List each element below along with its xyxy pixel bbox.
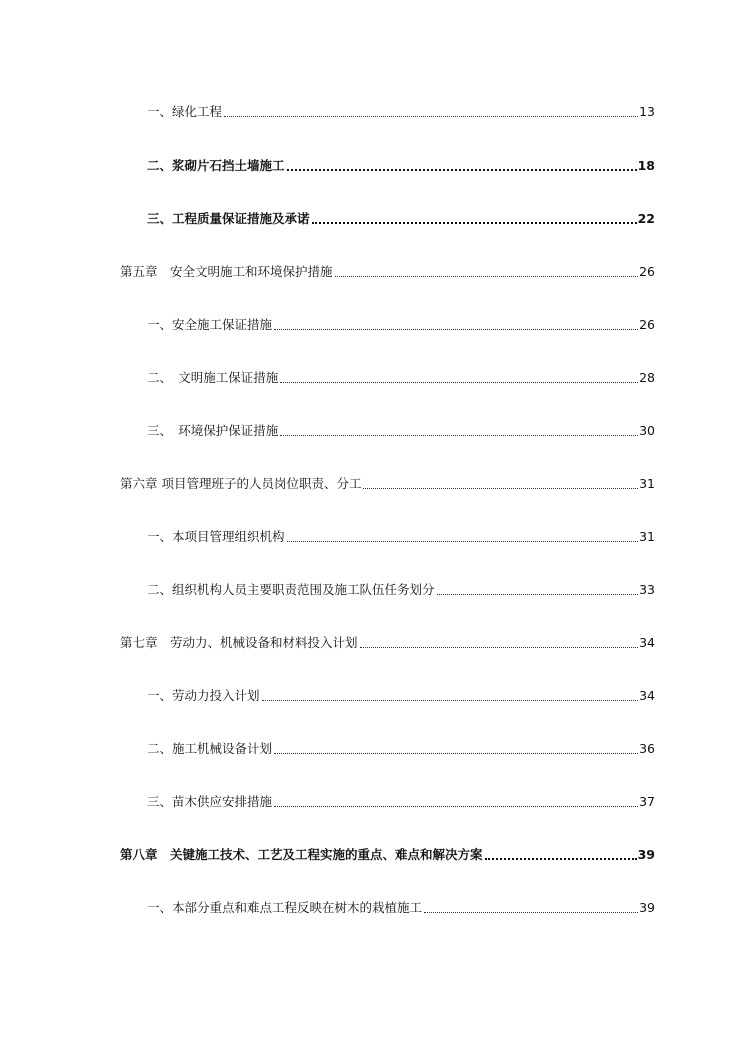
dot-leader	[287, 541, 639, 542]
toc-entry-title: 二、浆砌片石挡土墙施工	[147, 158, 285, 173]
toc-entry-page: 28	[639, 370, 655, 385]
dot-leader	[274, 806, 638, 807]
dot-leader	[363, 488, 638, 489]
toc-entry-title: 第八章 关键施工技术、工艺及工程实施的重点、难点和解决方案	[120, 847, 483, 862]
toc-entry-org-structure[interactable]	[147, 525, 655, 545]
toc-entry-title: 二、 文明施工保证措施	[147, 370, 279, 385]
toc-entry-page: 39	[639, 900, 655, 915]
toc-entry-labor-plan[interactable]	[147, 684, 655, 704]
toc-entry-title: 一、本部分重点和难点工程反映在树木的栽植施工	[147, 900, 423, 915]
toc-entry-quality-assurance[interactable]	[147, 207, 655, 227]
toc-entry-chapter-8[interactable]	[120, 843, 655, 863]
toc-entry-title: 二、施工机械设备计划	[147, 741, 273, 756]
toc-entry-title: 一、安全施工保证措施	[147, 317, 273, 332]
toc-entry-page: 30	[639, 423, 655, 438]
dot-leader	[424, 912, 638, 913]
dot-leader	[274, 753, 638, 754]
toc-entry-page: 34	[639, 688, 655, 703]
toc-entry-title: 第六章 项目管理班子的人员岗位职责、分工	[120, 476, 362, 491]
toc-entry-tree-planting[interactable]	[147, 896, 655, 916]
toc-entry-page: 31	[639, 529, 655, 544]
toc-entry-title: 三、苗木供应安排措施	[147, 794, 273, 809]
toc-entry-page: 26	[639, 317, 655, 332]
toc-entry-page: 13	[639, 104, 655, 119]
toc-entry-title: 第五章 安全文明施工和环境保护措施	[120, 264, 333, 279]
dot-leader	[360, 647, 639, 648]
toc-entry-safety-measures[interactable]	[147, 313, 655, 333]
toc-entry-page: 33	[639, 582, 655, 597]
toc-entry-title: 二、组织机构人员主要职责范围及施工队伍任务划分	[147, 582, 435, 597]
toc-entry-page: 34	[639, 635, 655, 650]
toc-entry-chapter-5[interactable]	[120, 260, 655, 280]
toc-entry-page: 26	[639, 264, 655, 279]
dot-leader	[485, 858, 637, 860]
toc-entry-machinery-plan[interactable]	[147, 737, 655, 757]
toc-entry-chapter-6[interactable]	[120, 472, 655, 492]
toc-entry-civilized-construction[interactable]	[147, 366, 655, 386]
dot-leader	[274, 329, 638, 330]
dot-leader	[262, 700, 639, 701]
toc-entry-title: 一、绿化工程	[147, 104, 223, 119]
toc-entry-retaining-wall[interactable]	[147, 154, 655, 174]
toc-entry-greening-works[interactable]	[147, 100, 655, 120]
toc-entry-responsibilities[interactable]	[147, 578, 655, 598]
dot-leader	[224, 116, 638, 117]
toc-entry-environmental-protection[interactable]	[147, 419, 655, 439]
toc-entry-page: 22	[637, 211, 655, 226]
toc-entry-page: 39	[637, 847, 655, 862]
toc-entry-page: 31	[639, 476, 655, 491]
toc-entry-title: 第七章 劳动力、机械设备和材料投入计划	[120, 635, 358, 650]
toc-entry-title: 一、劳动力投入计划	[147, 688, 260, 703]
dot-leader	[312, 222, 637, 224]
dot-leader	[280, 382, 638, 383]
toc-entry-page: 18	[637, 158, 655, 173]
toc-entry-page: 37	[639, 794, 655, 809]
dot-leader	[280, 435, 638, 436]
dot-leader	[287, 169, 637, 171]
toc-entry-page: 36	[639, 741, 655, 756]
toc-entry-chapter-7[interactable]	[120, 631, 655, 651]
toc-entry-title: 三、工程质量保证措施及承诺	[147, 211, 310, 226]
toc-entry-title: 一、本项目管理组织机构	[147, 529, 285, 544]
toc-entry-title: 三、 环境保护保证措施	[147, 423, 279, 438]
dot-leader	[335, 276, 639, 277]
toc-entry-seedling-supply[interactable]	[147, 790, 655, 810]
dot-leader	[437, 594, 639, 595]
